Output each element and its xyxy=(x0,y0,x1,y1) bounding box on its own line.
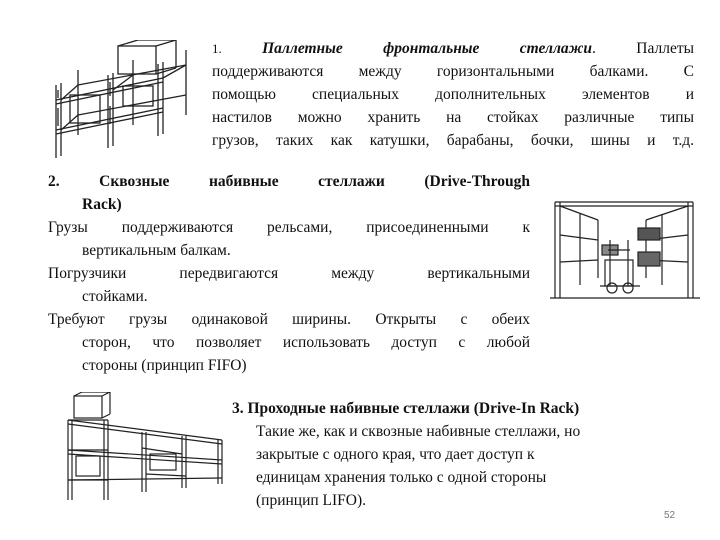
section2-title-continued: Rack) xyxy=(82,196,122,213)
section1-line: помощью специальных дополнительных элементов и xyxy=(212,86,694,103)
section2-line: Требуют грузы одинаковой ширины. Открыты с обеих xyxy=(48,311,530,328)
section1-line: настилов можно хранить на стойках различные типы xyxy=(212,109,694,126)
page-number: 52 xyxy=(664,510,676,521)
section2-title: 2. Сквозные набивные стеллажи (Drive-Through xyxy=(48,173,530,190)
section1-line: грузов, таких как катушки, барабаны, бочки, шины и т.д. xyxy=(212,132,694,149)
section1-number: 1. xyxy=(212,41,222,56)
section2-line: Грузы поддерживаются рельсами, присоединенными к xyxy=(48,219,530,236)
pallet-rack-illustration xyxy=(48,40,198,160)
section1-title: Паллетные фронтальные стеллажи xyxy=(262,40,593,57)
section1-block xyxy=(212,37,694,152)
section3-line: единицам хранения только с одной стороны xyxy=(256,469,547,486)
drive-in-rack-illustration xyxy=(62,392,227,504)
section2-line: Погрузчики передвигаются между вертикальными xyxy=(48,265,530,282)
section1-title-suffix: . Паллеты xyxy=(592,40,695,57)
section3-line: Такие же, как и сквозные набивные стеллажи, но xyxy=(256,423,581,440)
section2-line: стойками. xyxy=(82,288,148,305)
section3-title: 3. Проходные набивные стеллажи (Drive-In Rack) xyxy=(232,400,580,417)
drive-through-rack-illustration xyxy=(550,190,700,305)
section2-block xyxy=(48,170,530,377)
section2-line: стороны (принцип FIFO) xyxy=(82,357,247,374)
section1-line: поддерживаются между горизонтальными балками. С xyxy=(212,63,694,80)
section3-line: закрытые с одного края, что дает доступ к xyxy=(256,446,535,463)
section2-line: сторон, что позволяет использовать доступ с любой xyxy=(82,334,530,351)
section3-block xyxy=(232,397,694,512)
section2-line: вертикальным балкам. xyxy=(82,242,231,259)
section3-line: (принцип LIFO). xyxy=(256,492,367,509)
